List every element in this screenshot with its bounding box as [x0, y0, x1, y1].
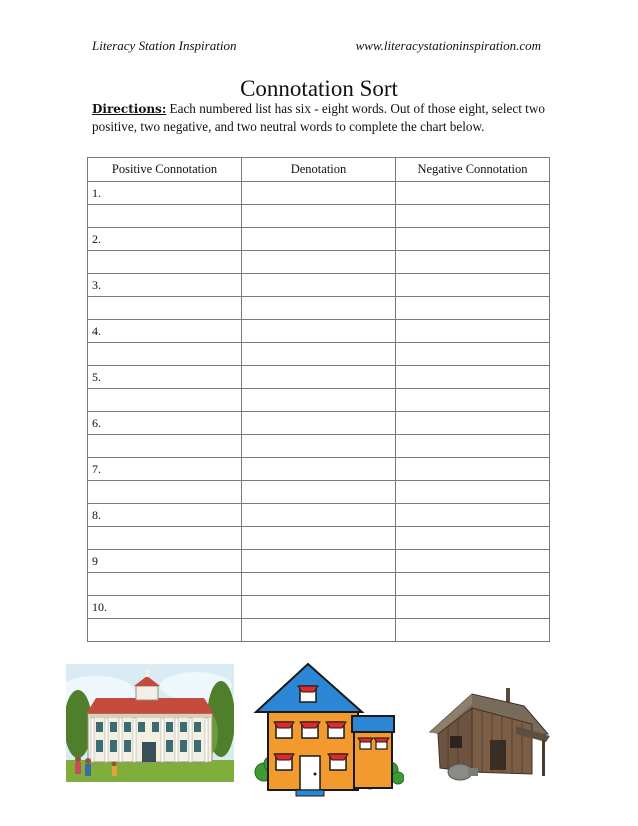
answer-cell[interactable] — [396, 205, 550, 228]
answer-cell[interactable] — [396, 389, 550, 412]
table-row — [88, 619, 550, 642]
answer-cell[interactable] — [396, 458, 550, 481]
answer-cell[interactable] — [242, 343, 396, 366]
table-row — [88, 481, 550, 504]
answer-cell[interactable] — [242, 412, 396, 435]
table-row — [88, 205, 550, 228]
answer-cell[interactable] — [88, 619, 242, 642]
answer-cell[interactable] — [88, 573, 242, 596]
answer-cell[interactable] — [396, 550, 550, 573]
table-row — [88, 412, 550, 435]
answer-cell[interactable] — [396, 504, 550, 527]
connotation-chart — [87, 157, 550, 642]
answer-cell[interactable] — [242, 366, 396, 389]
answer-cell[interactable] — [242, 596, 396, 619]
house-illustration — [252, 660, 404, 800]
answer-cell[interactable] — [88, 251, 242, 274]
table-row — [88, 343, 550, 366]
table-row — [88, 550, 550, 573]
answer-cell[interactable] — [242, 228, 396, 251]
answer-cell[interactable] — [396, 619, 550, 642]
item-number: 8. — [88, 504, 242, 527]
item-number: 6. — [88, 412, 242, 435]
answer-cell[interactable] — [242, 458, 396, 481]
table-row — [88, 320, 550, 343]
chart-header-row — [88, 158, 550, 182]
item-number: 1. — [88, 182, 242, 205]
answer-cell[interactable] — [88, 297, 242, 320]
answer-cell[interactable] — [242, 320, 396, 343]
answer-cell[interactable] — [88, 481, 242, 504]
answer-cell[interactable] — [242, 251, 396, 274]
answer-cell[interactable] — [396, 297, 550, 320]
mansion-illustration — [66, 664, 234, 782]
answer-cell[interactable] — [396, 366, 550, 389]
item-number: 2. — [88, 228, 242, 251]
answer-cell[interactable] — [242, 205, 396, 228]
answer-cell[interactable] — [396, 412, 550, 435]
answer-cell[interactable] — [396, 182, 550, 205]
item-number: 5. — [88, 366, 242, 389]
answer-cell[interactable] — [396, 481, 550, 504]
answer-cell[interactable] — [88, 435, 242, 458]
table-row — [88, 228, 550, 251]
header-negative: Negative Connotation — [396, 158, 550, 182]
answer-cell[interactable] — [242, 274, 396, 297]
answer-cell[interactable] — [88, 389, 242, 412]
answer-cell[interactable] — [242, 573, 396, 596]
chart-body — [88, 182, 550, 642]
header-denotation: Denotation — [242, 158, 396, 182]
answer-cell[interactable] — [242, 435, 396, 458]
shack-illustration — [428, 684, 552, 782]
answer-cell[interactable] — [396, 274, 550, 297]
answer-cell[interactable] — [88, 205, 242, 228]
answer-cell[interactable] — [396, 527, 550, 550]
answer-cell[interactable] — [396, 251, 550, 274]
table-row — [88, 297, 550, 320]
answer-cell[interactable] — [242, 504, 396, 527]
answer-cell[interactable] — [396, 596, 550, 619]
table-row — [88, 504, 550, 527]
table-row — [88, 435, 550, 458]
answer-cell[interactable] — [396, 228, 550, 251]
table-row — [88, 251, 550, 274]
table-row — [88, 527, 550, 550]
directions-label: Directions: — [92, 102, 167, 116]
item-number: 3. — [88, 274, 242, 297]
item-number: 9 — [88, 550, 242, 573]
answer-cell[interactable] — [242, 550, 396, 573]
answer-cell[interactable] — [242, 481, 396, 504]
answer-cell[interactable] — [396, 320, 550, 343]
table-row — [88, 366, 550, 389]
answer-cell[interactable] — [396, 343, 550, 366]
table-row — [88, 389, 550, 412]
answer-cell[interactable] — [242, 527, 396, 550]
directions — [92, 100, 552, 136]
answer-cell[interactable] — [88, 527, 242, 550]
directions-text: Each numbered list has six - eight words. Out of those eight, select two positive, two negative, and two neutral words to complete the chart below. — [92, 101, 545, 134]
table-row — [88, 274, 550, 297]
answer-cell[interactable] — [88, 343, 242, 366]
table-row — [88, 458, 550, 481]
table-row — [88, 596, 550, 619]
header-site-url: www.literacystationinspiration.com — [355, 38, 541, 53]
item-number: 10. — [88, 596, 242, 619]
answer-cell[interactable] — [396, 435, 550, 458]
answer-cell[interactable] — [242, 389, 396, 412]
header-positive: Positive Connotation — [88, 158, 242, 182]
table-row — [88, 182, 550, 205]
answer-cell[interactable] — [396, 573, 550, 596]
header-site-name: Literacy Station Inspiration — [92, 38, 237, 53]
table-row — [88, 573, 550, 596]
item-number: 4. — [88, 320, 242, 343]
answer-cell[interactable] — [242, 619, 396, 642]
answer-cell[interactable] — [242, 297, 396, 320]
answer-cell[interactable] — [242, 182, 396, 205]
page-title: Connotation Sort — [240, 76, 398, 101]
item-number: 7. — [88, 458, 242, 481]
